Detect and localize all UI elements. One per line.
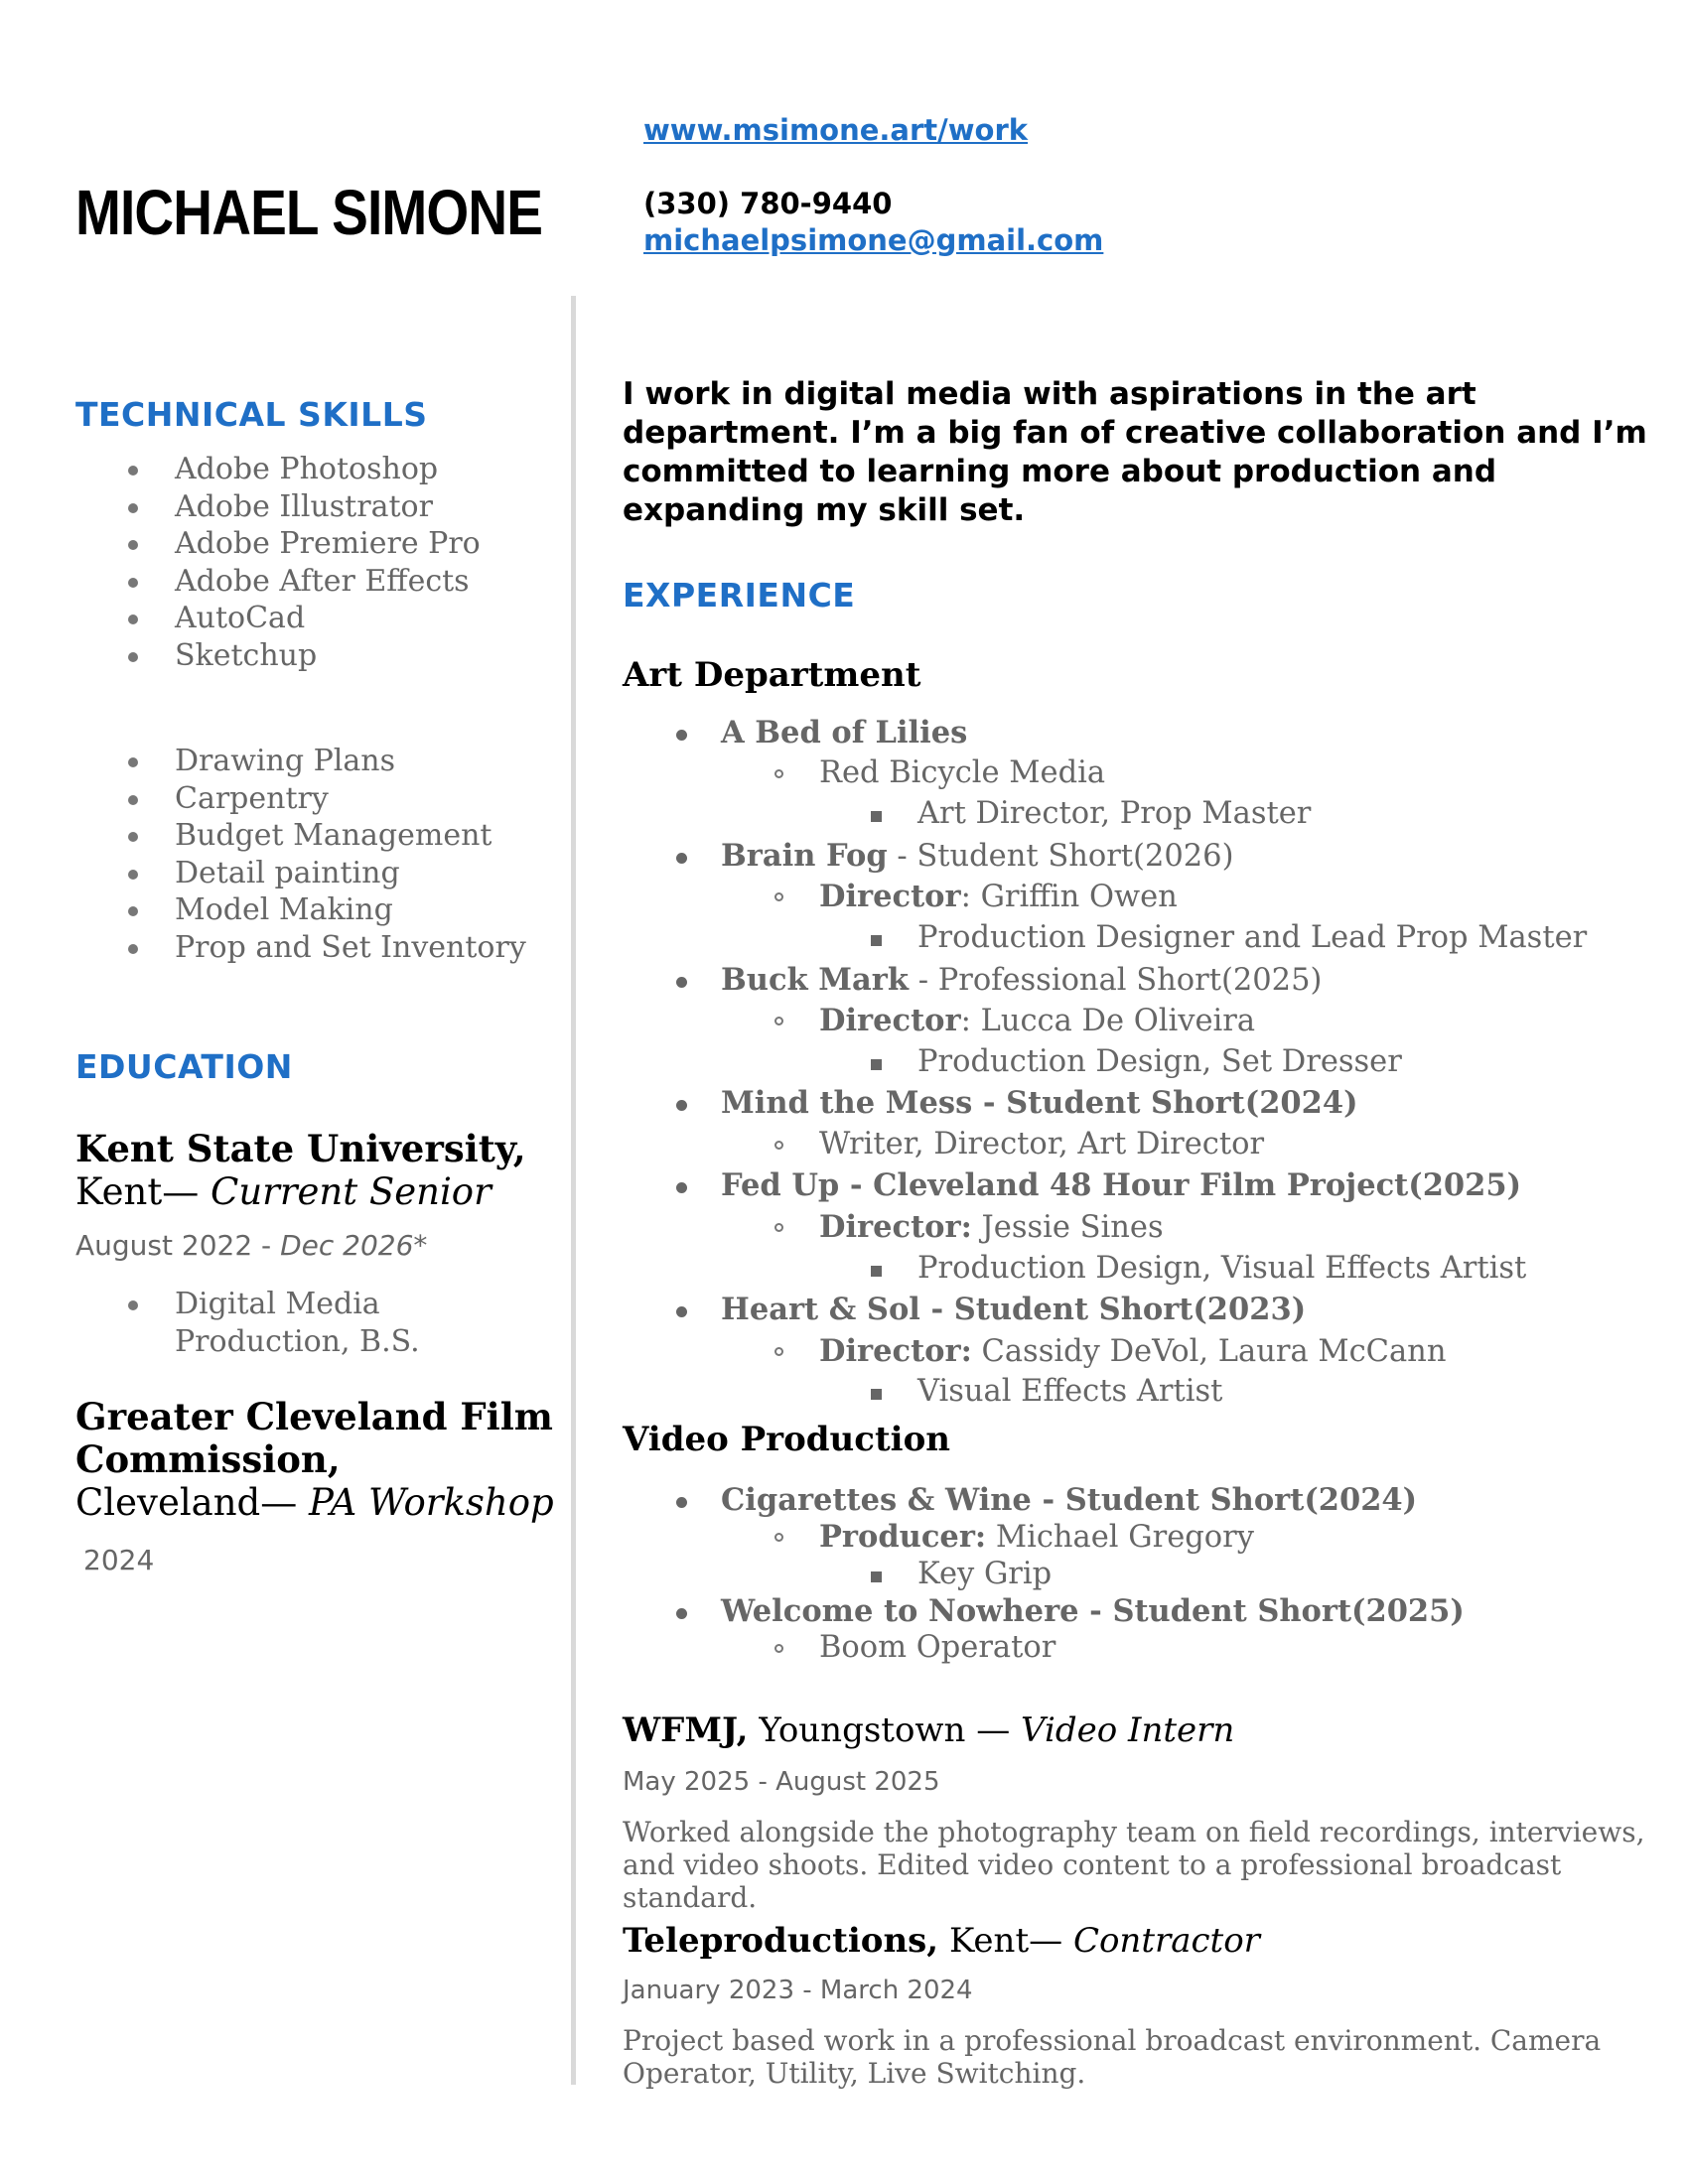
experience-heading: EXPERIENCE [623,576,856,614]
job-wfmj-dates: May 2025 - August 2025 [623,1767,940,1797]
job-company: WFMJ, [623,1710,749,1750]
gcfc-location: Cleveland— [75,1481,310,1524]
project-brain-fog [721,838,1233,874]
art-department-heading: Art Department [623,655,921,695]
list-item [75,1286,420,1360]
job-company: Teleproductions, [623,1921,939,1961]
gcfc-program: PA Workshop [309,1481,554,1524]
project-cigarettes-and-wine [721,1482,1417,1518]
project-title: Cigarettes & Wine - Student Short(2024) [721,1482,1418,1518]
job-teleproductions-dates: January 2023 - March 2024 [623,1976,973,2005]
list-item: Adobe After Effects [75,563,481,601]
project-director [819,1209,1164,1245]
producer-label: Producer: [819,1519,987,1555]
project-type: - Professional Short(2025) [909,963,1323,998]
project-producer [819,1519,1254,1555]
project-heart-and-sol [721,1292,1306,1327]
list-item: Detail painting [75,855,526,892]
job-position: Contractor [1072,1921,1260,1961]
job-location: Youngstown — [748,1710,1022,1750]
project-title: Fed Up - Cleveland 48 Hour Film Project(2025) [721,1167,1522,1203]
phone-number: (330) 780-9440 [643,187,893,220]
job-teleproductions-description: Project based work in a professional broadcast environment. Camera Operator, Utility, Live Switching. [623,2024,1602,2090]
project-role: Visual Effects Artist [917,1374,1223,1409]
email-link[interactable]: michaelpsimone@gmail.com [643,223,1104,257]
project-role: Art Director, Prop Master [917,796,1312,831]
kent-status: Current Senior [211,1170,492,1213]
job-location: Kent— [938,1921,1073,1961]
project-director [819,879,1178,914]
kent-degree-list [75,1286,420,1360]
project-title: A Bed of Lilies [721,715,968,751]
project-role: Production Designer and Lead Prop Master [917,920,1588,955]
skills-heading: TECHNICAL SKILLS [75,395,428,434]
degree-line2: Production, B.S. [175,1323,420,1359]
degree-line1: Digital Media [175,1287,380,1321]
producer-name: Michael Gregory [986,1520,1254,1555]
list-item: Adobe Photoshop [75,451,481,488]
director-label: Director: [819,1333,972,1369]
list-item: Carpentry [75,780,526,818]
list-item: AutoCad [75,600,481,637]
project-fed-up [721,1167,1521,1203]
project-mind-the-mess [721,1085,1358,1121]
education-heading: EDUCATION [75,1047,293,1086]
job-teleproductions-title [623,1921,1260,1961]
director-name: : Griffin Owen [960,880,1178,914]
video-production-heading: Video Production [623,1420,950,1459]
list-item: Adobe Illustrator [75,488,481,526]
gcfc-year: 2024 [83,1544,155,1576]
project-title: Brain Fog [721,838,888,874]
project-welcome-to-nowhere [721,1593,1465,1629]
project-director [819,1003,1255,1038]
project-title: Mind the Mess - Student Short(2024) [721,1085,1358,1121]
software-skills-list [75,451,481,674]
list-item: Budget Management [75,817,526,855]
job-position: Video Intern [1021,1710,1235,1750]
director-label: Director: [819,1209,972,1245]
list-item: Drawing Plans [75,743,526,780]
project-type: - Student Short(2026) [887,839,1234,874]
director-name: Cassidy DeVol, Laura McCann [971,1334,1447,1369]
project-a-bed-of-lilies [721,715,967,751]
job-wfmj-title [623,1710,1234,1750]
gcfc-block [75,1396,554,1524]
kent-school-name: Kent State University, [75,1127,526,1170]
list-item: Model Making [75,891,526,929]
craft-skills-list [75,743,526,966]
project-role: Production Design, Visual Effects Artist [917,1251,1527,1286]
column-divider [571,296,576,2085]
gcfc-name-line1: Greater Cleveland Film [75,1395,553,1438]
job-wfmj-description: Worked alongside the photography team on field recordings, interviews, and video shoots. Edited video content to a professional broadcast standard. [623,1816,1645,1914]
project-director [819,1333,1446,1369]
kent-date-start: August 2022 - [75,1229,281,1262]
list-item: Adobe Premiere Pro [75,525,481,563]
project-title: Welcome to Nowhere - Student Short(2025) [721,1593,1465,1629]
director-label: Director [819,879,961,914]
director-name: Jessie Sines [971,1210,1164,1245]
project-title: Buck Mark [721,962,910,998]
kent-school-block [75,1128,526,1213]
project-role: Boom Operator [819,1630,1056,1665]
resume-name: MICHAEL SIMONE [75,177,543,248]
project-role: Key Grip [917,1557,1053,1591]
list-item: Sketchup [75,637,481,675]
director-label: Director [819,1003,961,1038]
kent-dates [75,1229,427,1262]
kent-date-end: Dec 2026* [280,1229,428,1262]
gcfc-name-line2: Commission, [75,1437,341,1481]
director-name: : Lucca De Oliveira [960,1004,1256,1038]
project-title: Heart & Sol - Student Short(2023) [721,1292,1307,1327]
website-link[interactable]: www.msimone.art/work [643,113,1029,147]
project-role: Production Design, Set Dresser [917,1044,1402,1079]
project-role: Writer, Director, Art Director [819,1127,1265,1161]
summary-text: I work in digital media with aspirations in the art department. I’m a big fan of creative collaboration and I’m committed to learning more about production and expanding my skill set. [623,376,1647,528]
list-item: Prop and Set Inventory [75,929,526,967]
project-buck-mark [721,962,1322,998]
kent-location: Kent— [75,1170,211,1213]
project-company: Red Bicycle Media [819,755,1106,790]
